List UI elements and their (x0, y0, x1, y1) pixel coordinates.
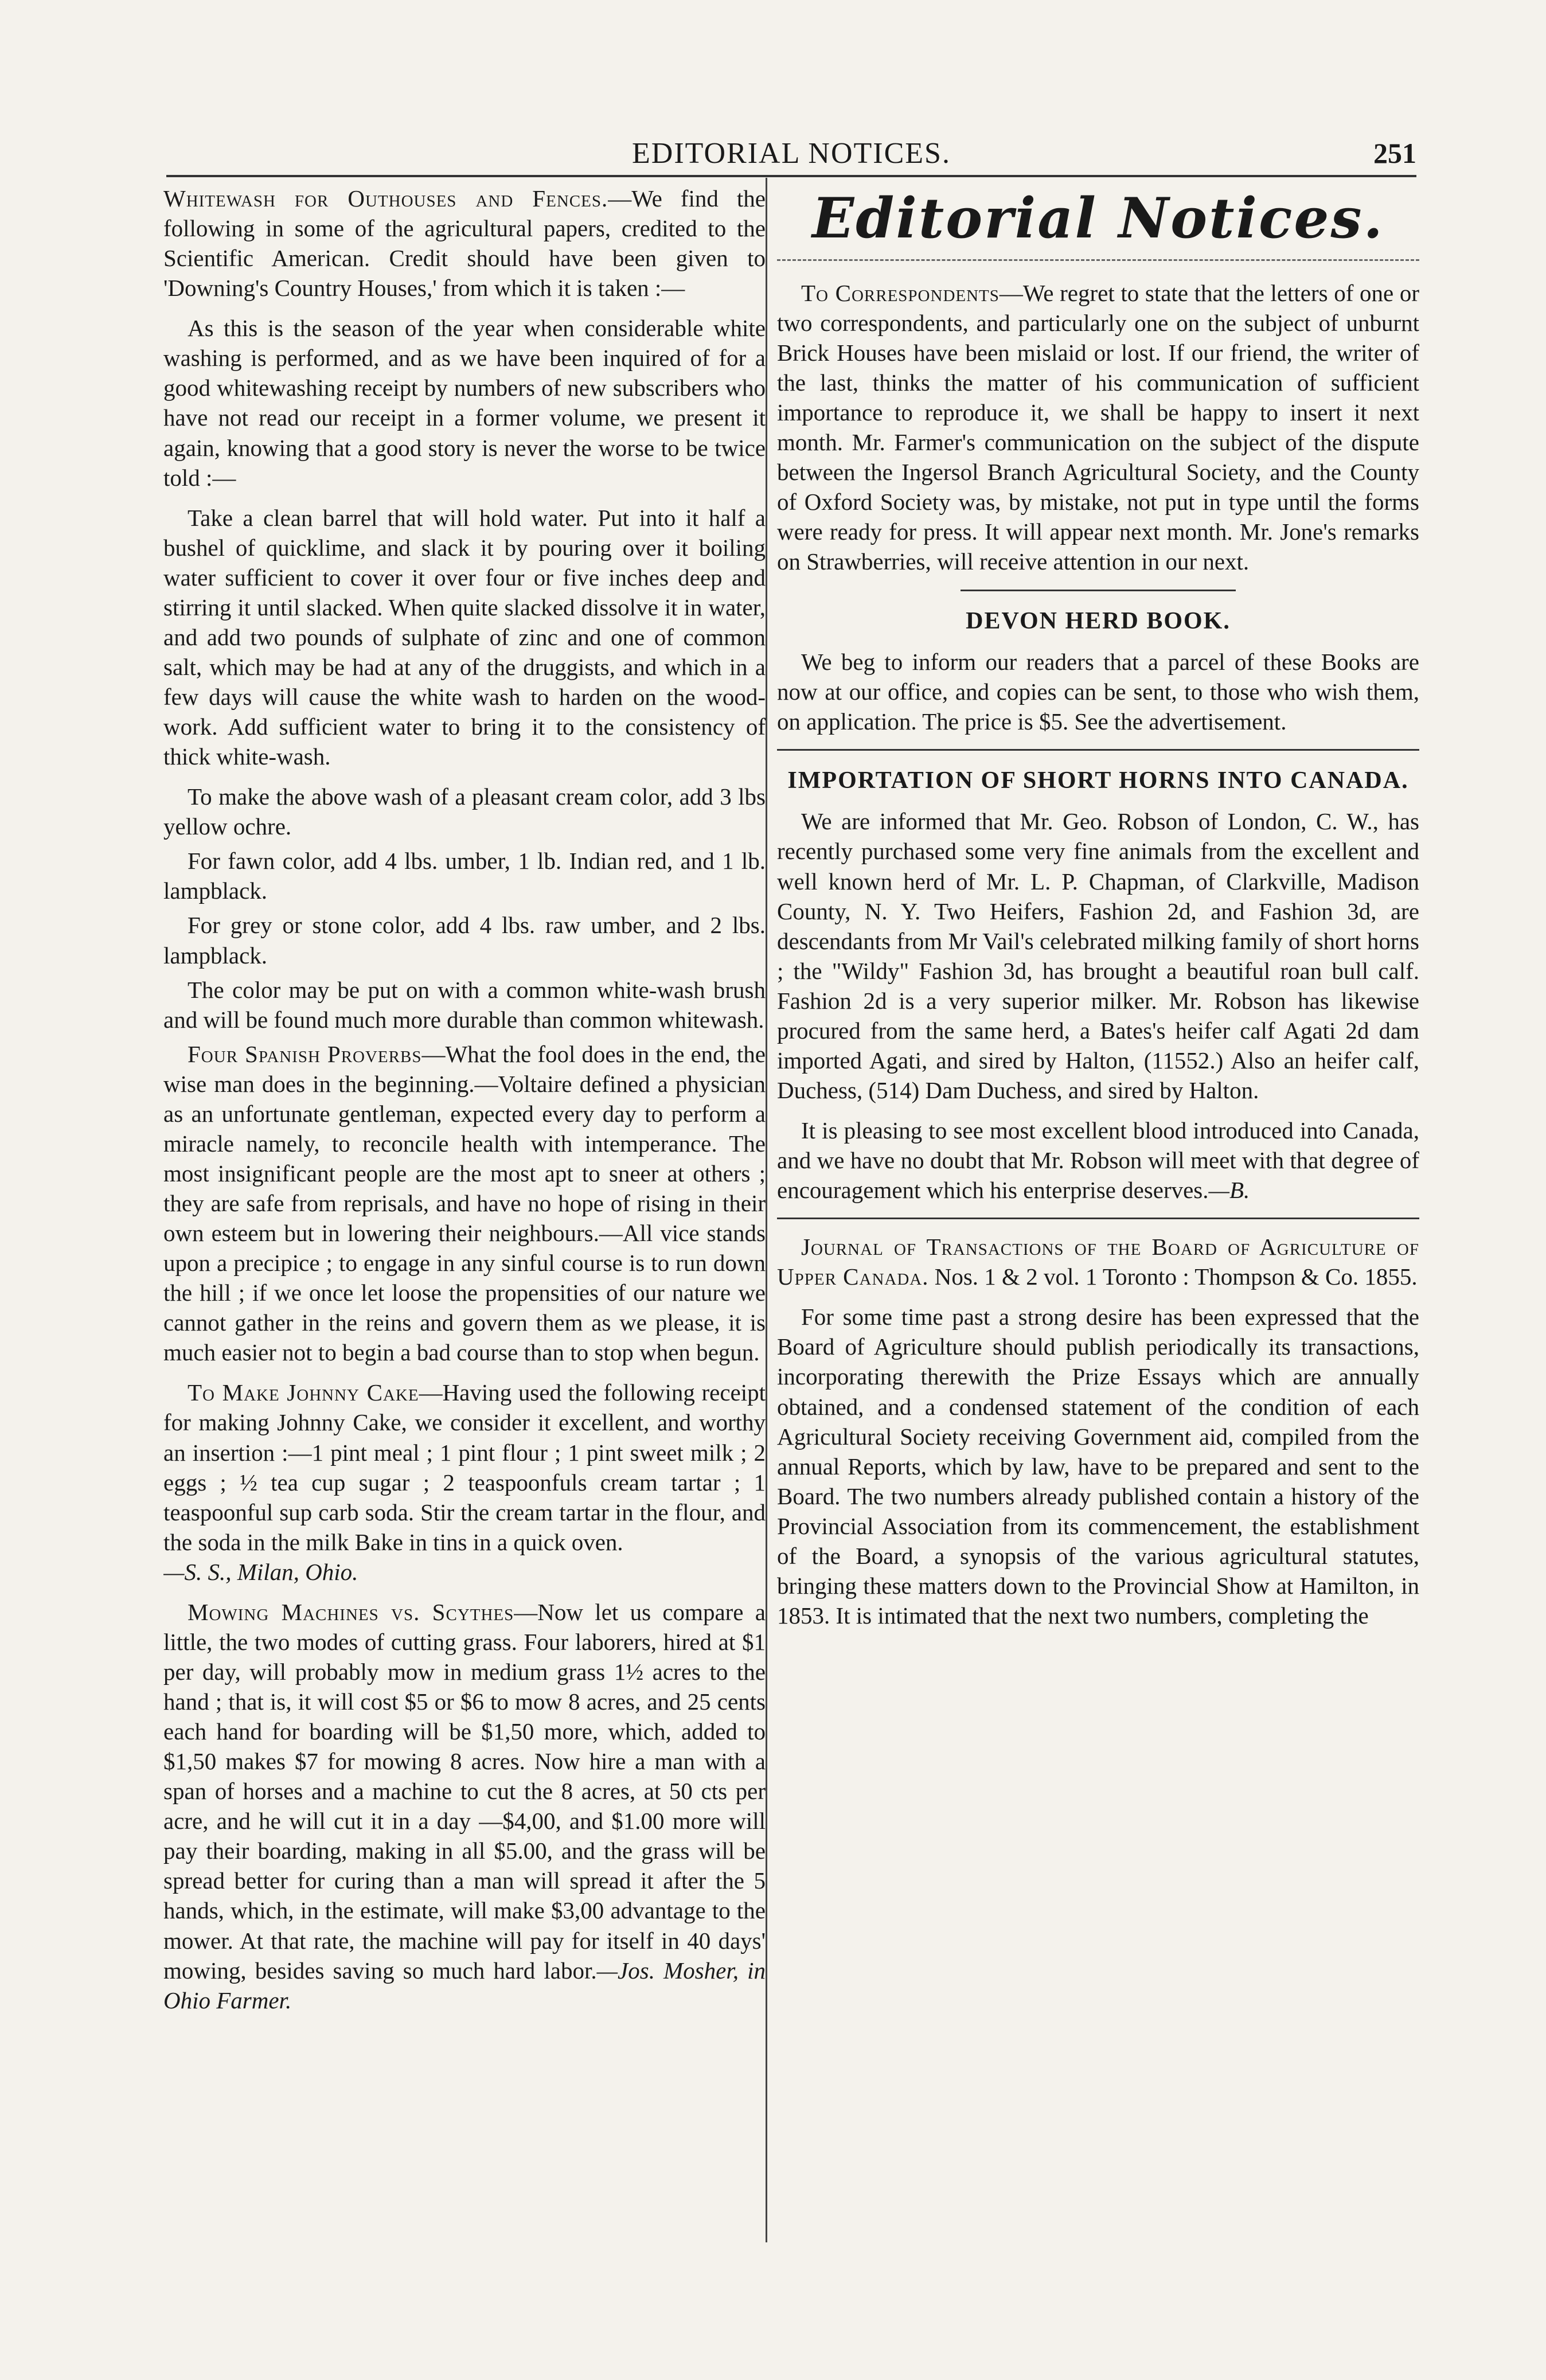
whitewash-article (163, 184, 766, 303)
mowing-article (163, 1597, 766, 2015)
shorthorns-paragraph (777, 1115, 1419, 1205)
right-column (777, 184, 1419, 2248)
journal-article (777, 1232, 1419, 1292)
mowing-signature: —Jos. Mosher, in Ohio Farmer. (163, 1957, 766, 2014)
proverbs-body: —What the fool does in the end, the wise man does in the beginning.—Voltaire defined a physician as an unfortunate gentleman, expected every day to perform a miracle namely, to reconcile health with intemperance. The most insignificant people are the most apt to sneer at others ; they are safe from reprisals, and have no hope of rising in their own esteem but in lowering their neighbours.—All vice stands upon a precipice ; to engage in any sinful course is to run down the hill ; if we once let loose the propensities of our nature we cannot gather in the reins and govern them as we please, it is much easier not to begin a bad course than to stop when begun. (163, 1040, 766, 1366)
editorial-masthead: Editorial Notices. (812, 186, 1384, 251)
correspondents-body: —We regret to state that the letters of one or two correspondents, and particularly one on the subject of unburnt Brick Houses have been mislaid or lost. If our friend, the writer of the last, thinks the matter of his communication of sufficient importance to reproduce it, we shall be happy to insert it next month. Mr. Farmer's communication on the subject of the dispute between the Ingersol Branch Agricultural Society, and the County of Oxford Society was, by mistake, not put in type until the forms were ready for press. It will appear next month. Mr. Jone's remarks on Strawberries, will receive attention in our next. (777, 279, 1419, 575)
correspondents-heading: To Correspondents (801, 279, 1000, 306)
whitewash-paragraph: For fawn color, add 4 lbs. umber, 1 lb. Indian red, and 1 lb. lampblack. (163, 848, 766, 904)
johnny-cake-heading: To Make Johnny Cake (188, 1379, 419, 1406)
proverbs-article (163, 1039, 766, 1368)
shorthorns-signature: —B. (1208, 1177, 1250, 1204)
whitewash-paragraph: The color may be put on with a common white-wash brush and will be found much more durable than common whitewash. (163, 976, 766, 1033)
shorthorns-heading: IMPORTATION OF SHORT HORNS INTO CANADA. (787, 767, 1409, 794)
shorthorns-paragraph: We are informed that Mr. Geo. Robson of London, C. W., has recently purchased some very fine animals from the excellent and well known herd of Mr. L. P. Chapman, of Clarkville, Madison County, N. Y. Two Heifers, Fashion 2d, and Fashion 3d, are descendants from Mr Vail's celebrated milking family of short horns ; the "Wildy" Fashion 3d, has brought a beautiful roan bull calf. Fashion 2d is a very superior milker. Mr. Robson has likewise procured from the same herd, a Bates's heifer calf Agati 2d dam imported Agati, and sired by Halton, (11552.) Also an heifer calf, Duchess, (514) Dam Duchess, and sired by Halton. (777, 808, 1419, 1103)
running-header (166, 132, 1416, 178)
left-column (163, 184, 766, 2248)
whitewash-paragraph: Take a clean barrel that will hold water. Put into it half a bushel of quicklime, and slack it by pouring over it boiling water sufficient to cover it over four or five inches deep and stirring it until slacked. When quite slacked dissolve it in water, and add two pounds of sulphate of zinc and one of common salt, which may be had at any of the druggists, and which in a few days will cause the white wash to harden on the wood-work. Add sufficient water to bring it to the consistency of thick white-wash. (163, 504, 766, 770)
header-rule (166, 175, 1416, 177)
whitewash-paragraph: To make the above wash of a pleasant cream color, add 3 lbs yellow ochre. (163, 783, 766, 840)
johnny-cake-signature: —S. S., Milan, Ohio. (163, 1558, 358, 1585)
running-title: EDITORIAL NOTICES. (632, 137, 951, 170)
masthead-rule (777, 259, 1419, 261)
section-rule (777, 749, 1419, 751)
journal-citation: Nos. 1 & 2 vol. 1 Toronto : Thompson & Co. 1855. (934, 1263, 1418, 1290)
whitewash-heading: Whitewash for Outhouses and Fences. (163, 185, 608, 212)
whitewash-paragraph: As this is the season of the year when considerable white washing is performed, and as we have been inquired of for a good whitewashing receipt by numbers of new subscribers who have not read our receipt in a former volume, we present it again, knowing that a good story is never the worse to be twice told :— (163, 315, 766, 491)
proverbs-heading: Four Spanish Proverbs (188, 1040, 422, 1067)
column-divider (766, 178, 767, 2242)
section-rule (777, 1218, 1419, 1219)
shorthorns-closing: It is pleasing to see most excellent blood introduced into Canada, and we have no doubt that Mr. Robson will meet with that degree of encouragement which his enterprise deserves. (777, 1117, 1419, 1204)
johnny-cake-body: —Having used the following receipt for making Johnny Cake, we consider it excellent, and worthy an insertion :—1 pint meal ; 1 pint flour ; 1 pint sweet milk ; 2 eggs ; ½ tea cup sugar ; 2 teaspoonfuls cream tartar ; 1 teaspoonful sup carb soda. Stir the cream tartar in the flour, and the soda in the milk Bake in tins in a quick oven. (163, 1379, 766, 1555)
mowing-heading: Mowing Machines vs. Scythes (188, 1598, 514, 1625)
devon-body: We beg to inform our readers that a parcel of these Books are now at our office, and copies can be sent, to those who wish them, on application. The price is $5. See the advertisement. (777, 648, 1419, 735)
journal-heading: Journal of Transactions of the Board of Agriculture of Upper Canada. (777, 1234, 1419, 1290)
section-rule (961, 590, 1236, 591)
journal-body: For some time past a strong desire has been expressed that the Board of Agriculture should publish periodically its transactions, incorporating therewith the Prize Essays which are annually obtained, and a condensed statement of the condition of each Agricultural Society receiving Government aid, compiled from the annual Reports, which by law, have to be prepared and sent to the Board. The two numbers already published contain a history of the Provincial Association from its commencement, the establishment of the Board, a synopsis of the various agricultural statutes, bringing these matters down to the Provincial Show at Hamilton, in 1853. It is intimated that the next two numbers, completing the (777, 1304, 1419, 1629)
correspondents-article (777, 278, 1419, 577)
johnny-cake-article (163, 1378, 766, 1586)
whitewash-color-variants (163, 782, 766, 1035)
devon-heading: DEVON HERD BOOK. (966, 607, 1231, 634)
whitewash-paragraph: For grey or stone color, add 4 lbs. raw umber, and 2 lbs. lampblack. (163, 912, 766, 969)
whitewash-intro: —We find the following in some of the agricultural papers, credited to the Scientific American. Credit should have been given to 'Downing's Country Houses,' from which it is taken :— (163, 185, 766, 302)
mowing-body: —Now let us compare a little, the two modes of cutting grass. Four laborers, hired at $1 per day, will probably mow in medium grass 1½ acres to the hand ; that is, it will cost $5 or $6 to mow 8 acres, and 25 cents each hand for boarding will be $1,50 more, which, added to $1,50 makes $7 for mowing 8 acres. Now hire a man with a span of horses and a machine to cut the 8 acres, at 50 cts per acre, and he will cut it in a day —$4,00, and $1.00 more will pay their boarding, making in all $5.00, and the grass will be spread better for curing than a man will spread it after the 5 hands, which, in the estimate, will make $3,00 advantage to the mower. At that rate, the machine will pay for itself in 40 days' mowing, besides saving so much hard labor. (163, 1598, 766, 1984)
page-number: 251 (1373, 137, 1416, 169)
